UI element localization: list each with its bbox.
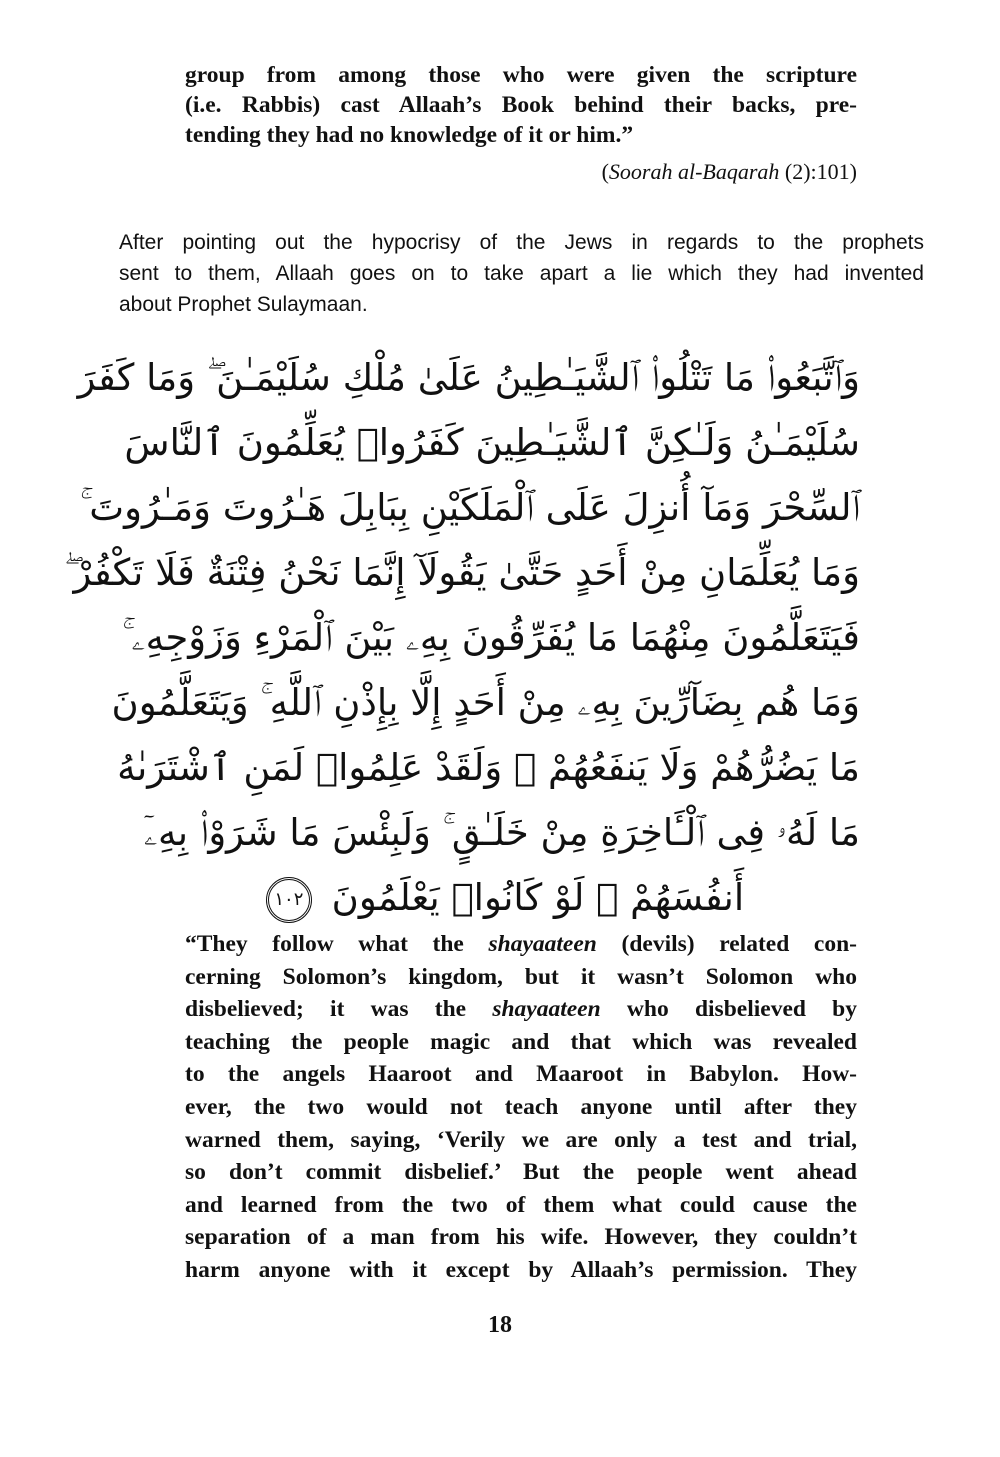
translation-line	[185, 993, 857, 1026]
translation-text: disbelieved; it was the	[185, 996, 493, 1023]
arabic-verse-block	[64, 345, 860, 930]
intro-line: sent to them, Allaah goes on to take apart a lie which they had invented	[119, 262, 924, 285]
translation-paragraph	[185, 928, 857, 1287]
translation-line	[185, 1254, 857, 1287]
translation-text: cerning Solomon’s kingdom, but it wasn’t Solomon who	[185, 963, 857, 990]
translation-text: to the angels Haaroot and Maaroot in Babylon. How-	[185, 1061, 857, 1088]
translation-text: ever, the two would not teach anyone until after they	[185, 1093, 857, 1120]
translation-line	[185, 1058, 857, 1091]
arabic-verse-line: مَا لَهُۥ فِى ٱلْـَٔاخِرَةِ مِنْ خَلَـٰقٍ ۚ وَلَبِئْسَ مَا شَرَوْا۟ بِهِۦٓ	[143, 811, 860, 854]
quran-citation	[602, 157, 857, 187]
translation-text: harm anyone with it except by Allaah’s permission. They	[185, 1256, 857, 1283]
translation-line	[185, 961, 857, 994]
intro-line: about Prophet Sulaymaan.	[119, 293, 368, 316]
top-quote-line: (i.e. Rabbis) cast Allaah’s Book behind their backs, pre-	[185, 92, 857, 118]
translation-line	[185, 928, 857, 961]
arabic-verse-line: أَنفُسَهُمْ ۚ لَوْ كَانُوا۟ يَعْلَمُونَ	[331, 876, 745, 919]
translation-text: so don’t commit disbelief.’ But the people went ahead	[185, 1159, 857, 1186]
translation-line	[185, 1091, 857, 1124]
translation-line	[185, 1124, 857, 1157]
arabic-verse-line: وَٱتَّبَعُوا۟ مَا تَتْلُوا۟ ٱلشَّيَـٰطِينُ عَلَىٰ مُلْكِ سُلَيْمَـٰنَ ۖ وَمَا كَفَرَ	[77, 356, 860, 399]
intro-line: After pointing out the hypocrisy of the Jews in regards to the prophets	[119, 231, 924, 254]
italic-term: shayaateen	[492, 996, 601, 1023]
translation-text: who disbelieved by	[600, 996, 858, 1023]
translation-text: “They follow what the	[185, 931, 489, 957]
translation-text: warned them, saying, ‘Verily we are only a test and trial,	[185, 1126, 857, 1153]
arabic-verse-line: ٱلسِّحْرَ وَمَآ أُنزِلَ عَلَى ٱلْمَلَكَيْنِ بِبَابِلَ هَـٰرُوتَ وَمَـٰرُوتَ ۚ	[80, 486, 860, 529]
ayah-number-marker: ١٠٢	[266, 877, 312, 923]
citation-reference: (2):101)	[779, 159, 857, 184]
top-quote-block	[185, 60, 857, 150]
top-quote-line: tending they had no knowledge of it or him.”	[185, 122, 634, 148]
arabic-verse-line: وَمَا هُم بِضَآرِّينَ بِهِۦ مِنْ أَحَدٍ إِلَّا بِإِذْنِ ٱللَّهِ ۚ وَيَتَعَلَّمُونَ	[111, 681, 860, 724]
intro-paragraph	[119, 227, 924, 320]
translation-line	[185, 1156, 857, 1189]
arabic-verse-line: سُلَيْمَـٰنُ وَلَـٰكِنَّ ٱلشَّيَـٰطِينَ كَفَرُوا۟ يُعَلِّمُونَ ٱلنَّاسَ	[124, 421, 860, 464]
arabic-verse-last-line	[150, 865, 860, 930]
italic-term: shayaateen	[488, 931, 597, 957]
translation-text: separation of a man from his wife. However, they couldn’t	[185, 1224, 857, 1251]
translation-text: and learned from the two of them what could cause the	[185, 1191, 857, 1218]
translation-text: teaching the people magic and that which was revealed	[185, 1028, 857, 1055]
citation-open-paren: (	[601, 159, 609, 184]
top-quote-line: group from among those who were given the scripture	[185, 62, 857, 88]
translation-line	[185, 1189, 857, 1222]
citation-surah-name: Soorah al-Baqarah	[608, 159, 780, 184]
page-number: 18	[488, 1312, 512, 1338]
arabic-verse-line: فَيَتَعَلَّمُونَ مِنْهُمَا مَا يُفَرِّقُونَ بِهِۦ بَيْنَ ٱلْمَرْءِ وَزَوْجِهِۦ ۚ	[122, 616, 860, 659]
translation-line	[185, 1221, 857, 1254]
arabic-verse-line: مَا يَضُرُّهُمْ وَلَا يَنفَعُهُمْ ۚ وَلَقَدْ عَلِمُوا۟ لَمَنِ ٱشْتَرَىٰهُ	[117, 746, 860, 789]
translation-line	[185, 1026, 857, 1059]
arabic-verse-line: وَمَا يُعَلِّمَانِ مِنْ أَحَدٍ حَتَّىٰ يَقُولَآ إِنَّمَا نَحْنُ فِتْنَةٌ فَلَا تَكْفُرْ ۖ	[64, 551, 860, 594]
translation-text: (devils) related con-	[596, 931, 857, 957]
